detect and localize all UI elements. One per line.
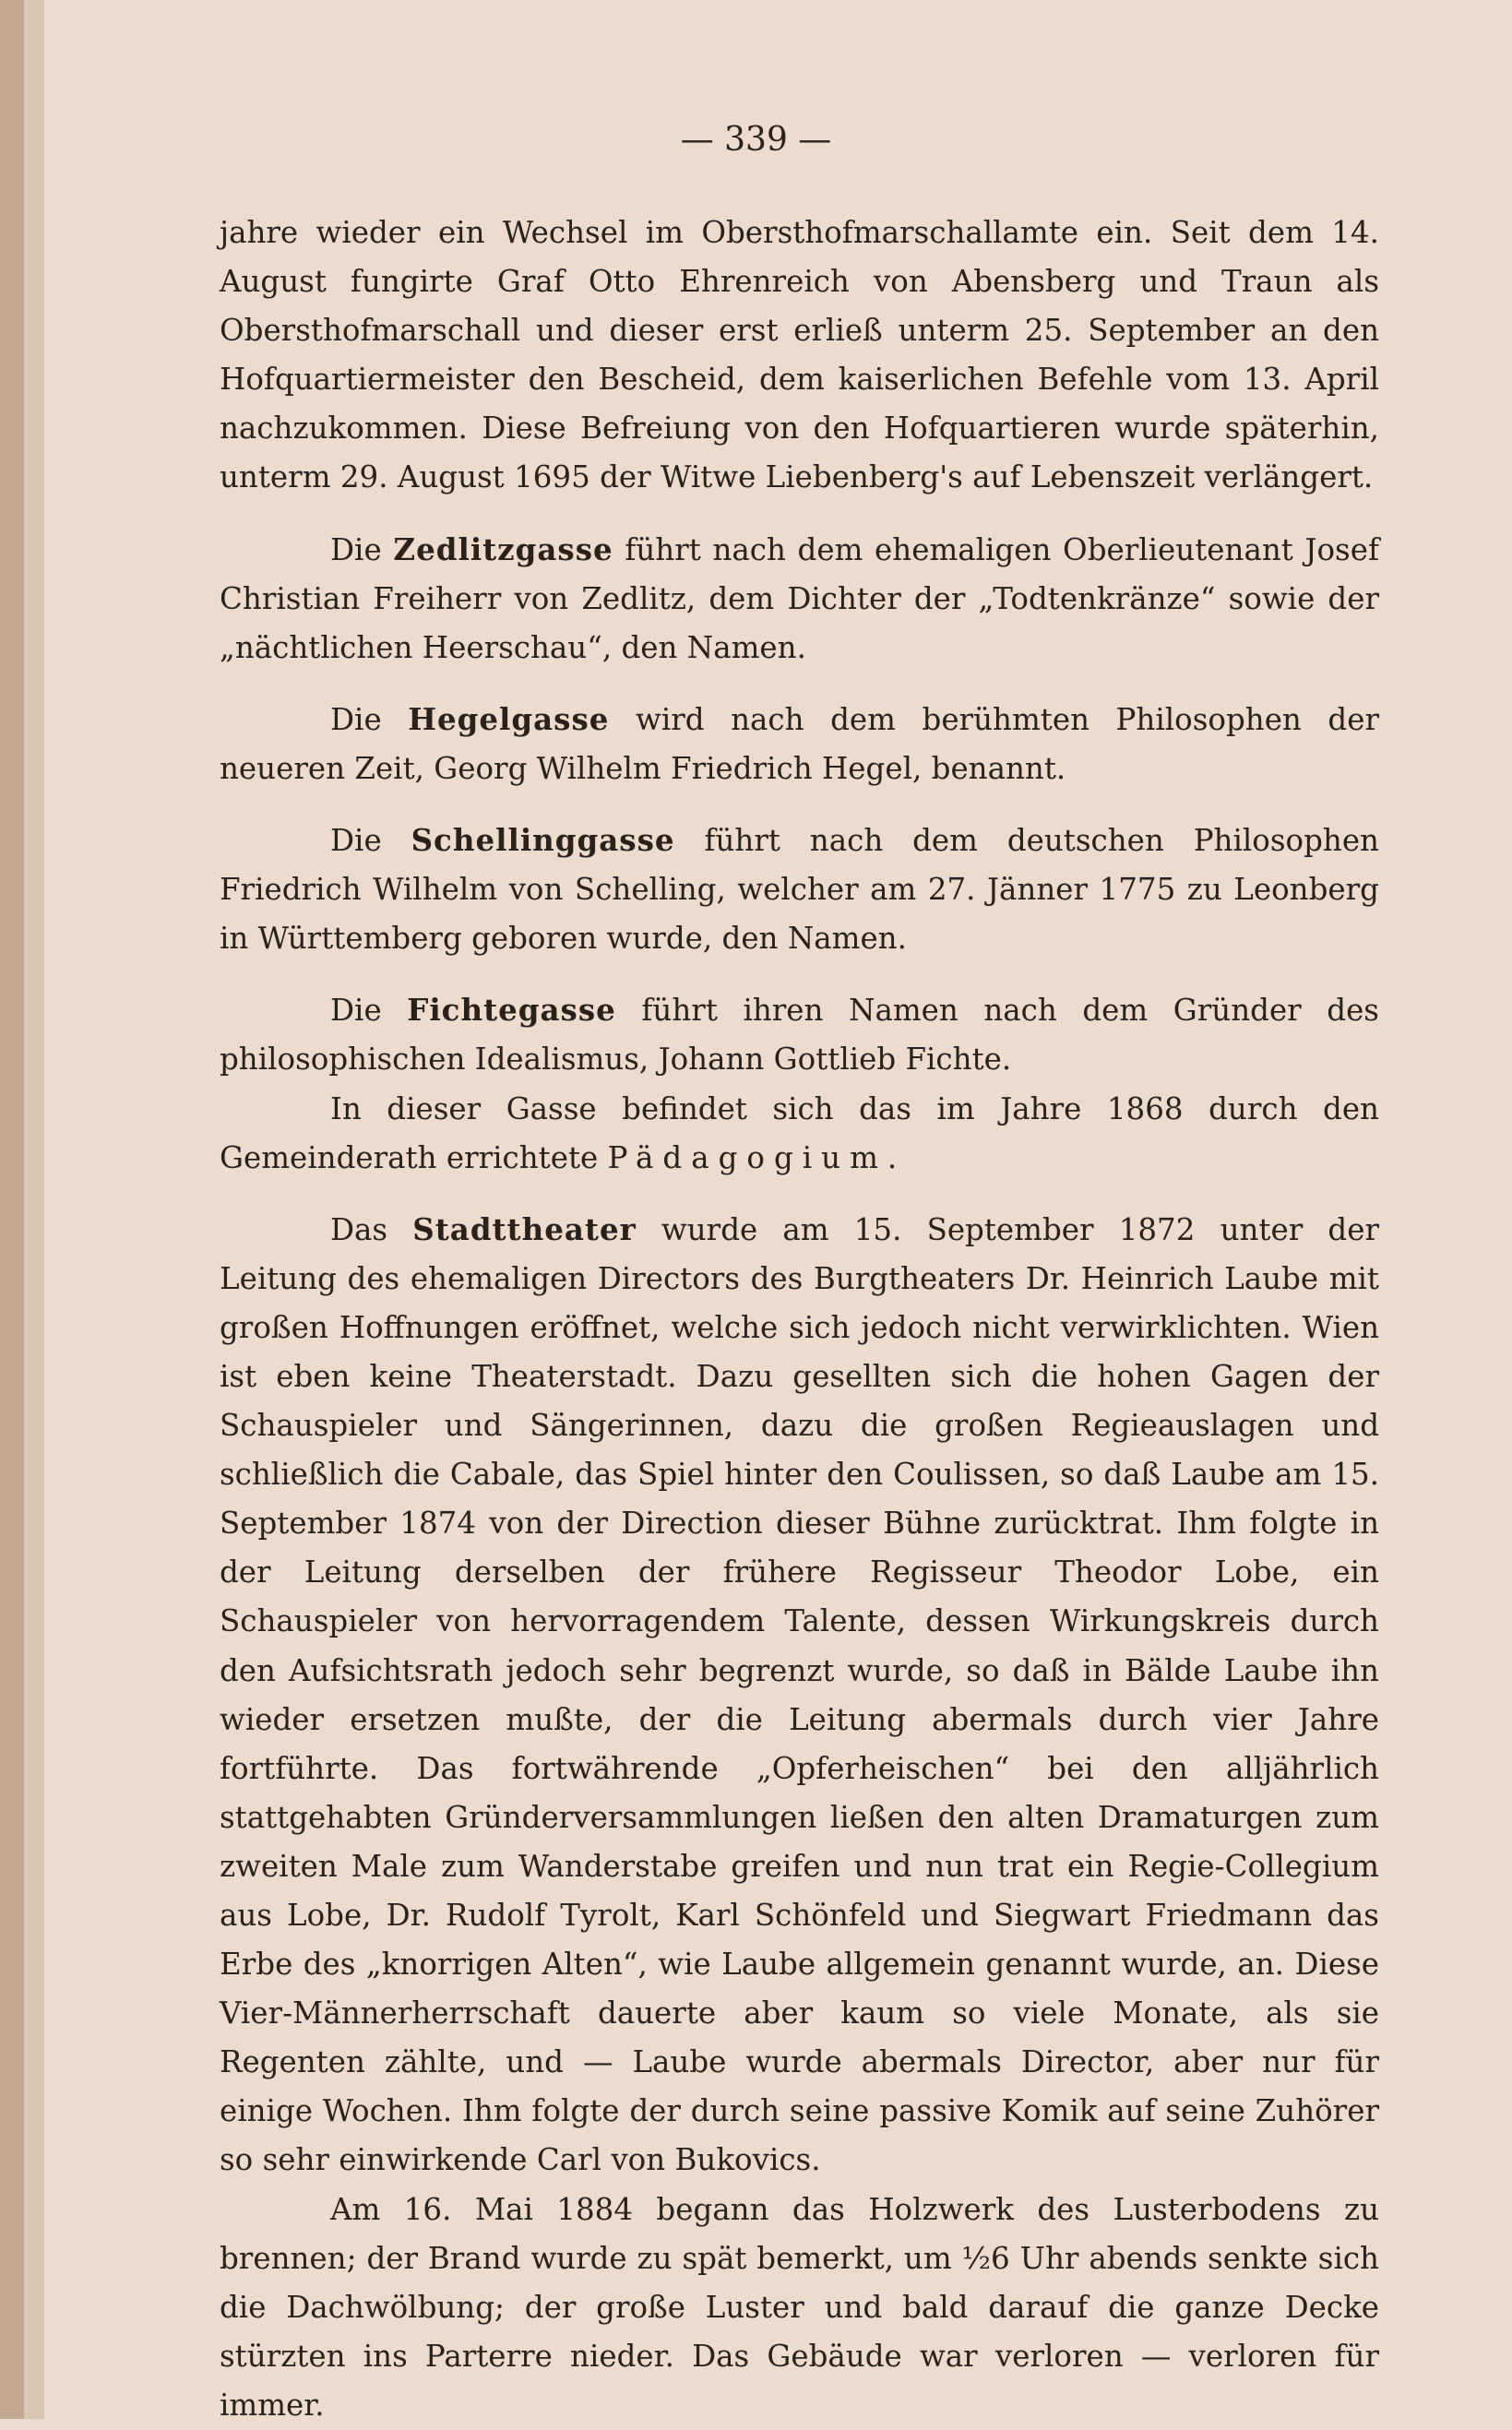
text-body [220,208,1379,2430]
paragraph-lead: Die [330,701,382,737]
emphasized-paedagogium: Pädagogium. [607,1139,907,1175]
paragraph-stadttheater [220,1205,1379,2186]
paragraph-text: Am 16. Mai 1884 begann das Holzwerk des Lusterbodens zu brennen; der Brand wurde zu spät bemerkt, um ½6 Uhr abends senkte sich die Dachwölbung; der große Luster und bald darauf die ganze Decke stürzten ins Parterre nieder. Das Gebäude war verloren — verloren für immer. [220,2191,1379,2423]
paragraph-hegelgasse [220,695,1379,793]
page-binding-shadow [24,0,44,2419]
paragraph-zedlitzgasse [220,525,1379,673]
paragraph-lead: Die [330,823,382,859]
page-binding-edge [0,0,24,2419]
street-name-fichtegasse: Fichtegasse [407,992,616,1029]
street-name-zedlitzgasse: Zedlitzgasse [393,530,613,567]
paragraph-lead: Die [330,531,382,567]
paragraph-text: führt ihren Namen nach dem Gründer des philosophischen Idealismus, Johann Gottlieb Fichte. [220,993,1379,1078]
paragraph-theaterbrand [220,2186,1379,2430]
page-number: — 339 — [680,121,832,159]
paragraph-text: jahre wieder ein Wechsel im Obersthofmarschallamte ein. Seit dem 14. August fungirte Graf Otto Ehrenreich von Abensberg und Traun als Obersthofmarschall und dieser erst erließ unterm 25. September an den Hofquartiermeister den Bescheid, dem kaiserlichen Befehle vom 13. April nachzukommen. Diese Befreiung von den Hofquartieren wurde späterhin, unterm 29. August 1695 der Witwe Liebenberg's auf Lebenszeit verlängert. [220,215,1379,495]
paragraph-text: führt nach dem deutschen Philosophen Friedrich Wilhelm von Schelling, welcher am 27. Jänner 1775 zu Leonberg in Württemberg geboren wurde, den Namen. [220,823,1379,957]
street-name-hegelgasse: Hegelgasse [408,700,610,737]
paragraph-text: wurde am 15. September 1872 unter der Leitung des ehemaligen Directors des Burgtheaters Dr. Heinrich Laube mit großen Hoffnungen eröffnet, welche sich jedoch nicht verwirklichten. Wien ist eben keine Theaterstadt. Dazu gesellten sich die hohen Gagen der Schauspieler und Sängerinnen, dazu die großen Regieauslagen und schließlich die Cabale, das Spiel hinter den Coulissen, so daß Laube am 15. September 1874 von der Direction dieser Bühne zurücktrat. Ihm folgte in der Leitung derselben der frühere Regisseur Theodor Lobe, ein Schauspieler von hervorragendem Talente, dessen Wirkungskreis durch den Aufsichtsrath jedoch sehr begrenzt wurde, so daß in Bälde Laube ihn wieder ersetzen mußte, der die Leitung abermals durch vier Jahre fortführte. Das fortwährende „Opferheischen“ bei den alljährlich stattgehabten Gründerversammlungen ließen den alten Dramaturgen zum zweiten Male zum Wanderstabe greifen und nun trat ein Regie-Collegium aus Lobe, Dr. Rudolf Tyrolt, Karl Schönfeld und Siegwart Friedmann das Erbe des „knorrigen Alten“, wie Laube allgemein genannt wurde, an. Diese Vier-Männerherrschaft dauerte aber kaum so viele Monate, als sie Regenten zählte, und — Laube wurde abermals Director, aber nur für einige Wochen. Ihm folgte der durch seine passive Komik auf seine Zuhörer so sehr einwirkende Carl von Bukovics. [220,1211,1379,2178]
paragraph-schellinggasse [220,816,1379,963]
paragraph-text: In dieser Gasse befindet sich das im Jahre 1868 durch den Gemeinderath errichtete [220,1090,1379,1175]
paragraph-text: wird nach dem berühmten Philosophen der neueren Zeit, Georg Wilhelm Friedrich Hegel, benannt. [220,701,1379,786]
paragraph-fichtegasse [220,985,1379,1084]
street-name-stadttheater: Stadttheater [412,1210,637,1247]
paragraph-text: führt nach dem ehemaligen Oberlieutenant Josef Christian Freiherr von Zedlitz, dem Dichter der „Todtenkränze“ sowie der „nächtlichen Heerschau“, den Namen. [220,531,1379,665]
paragraph-paedagogium [220,1085,1379,1183]
paragraph-lead: Das [330,1211,388,1247]
paragraph-lead: Die [330,993,382,1029]
street-name-schellinggasse: Schellinggasse [411,822,675,859]
paragraph-hofquartier [220,208,1379,503]
